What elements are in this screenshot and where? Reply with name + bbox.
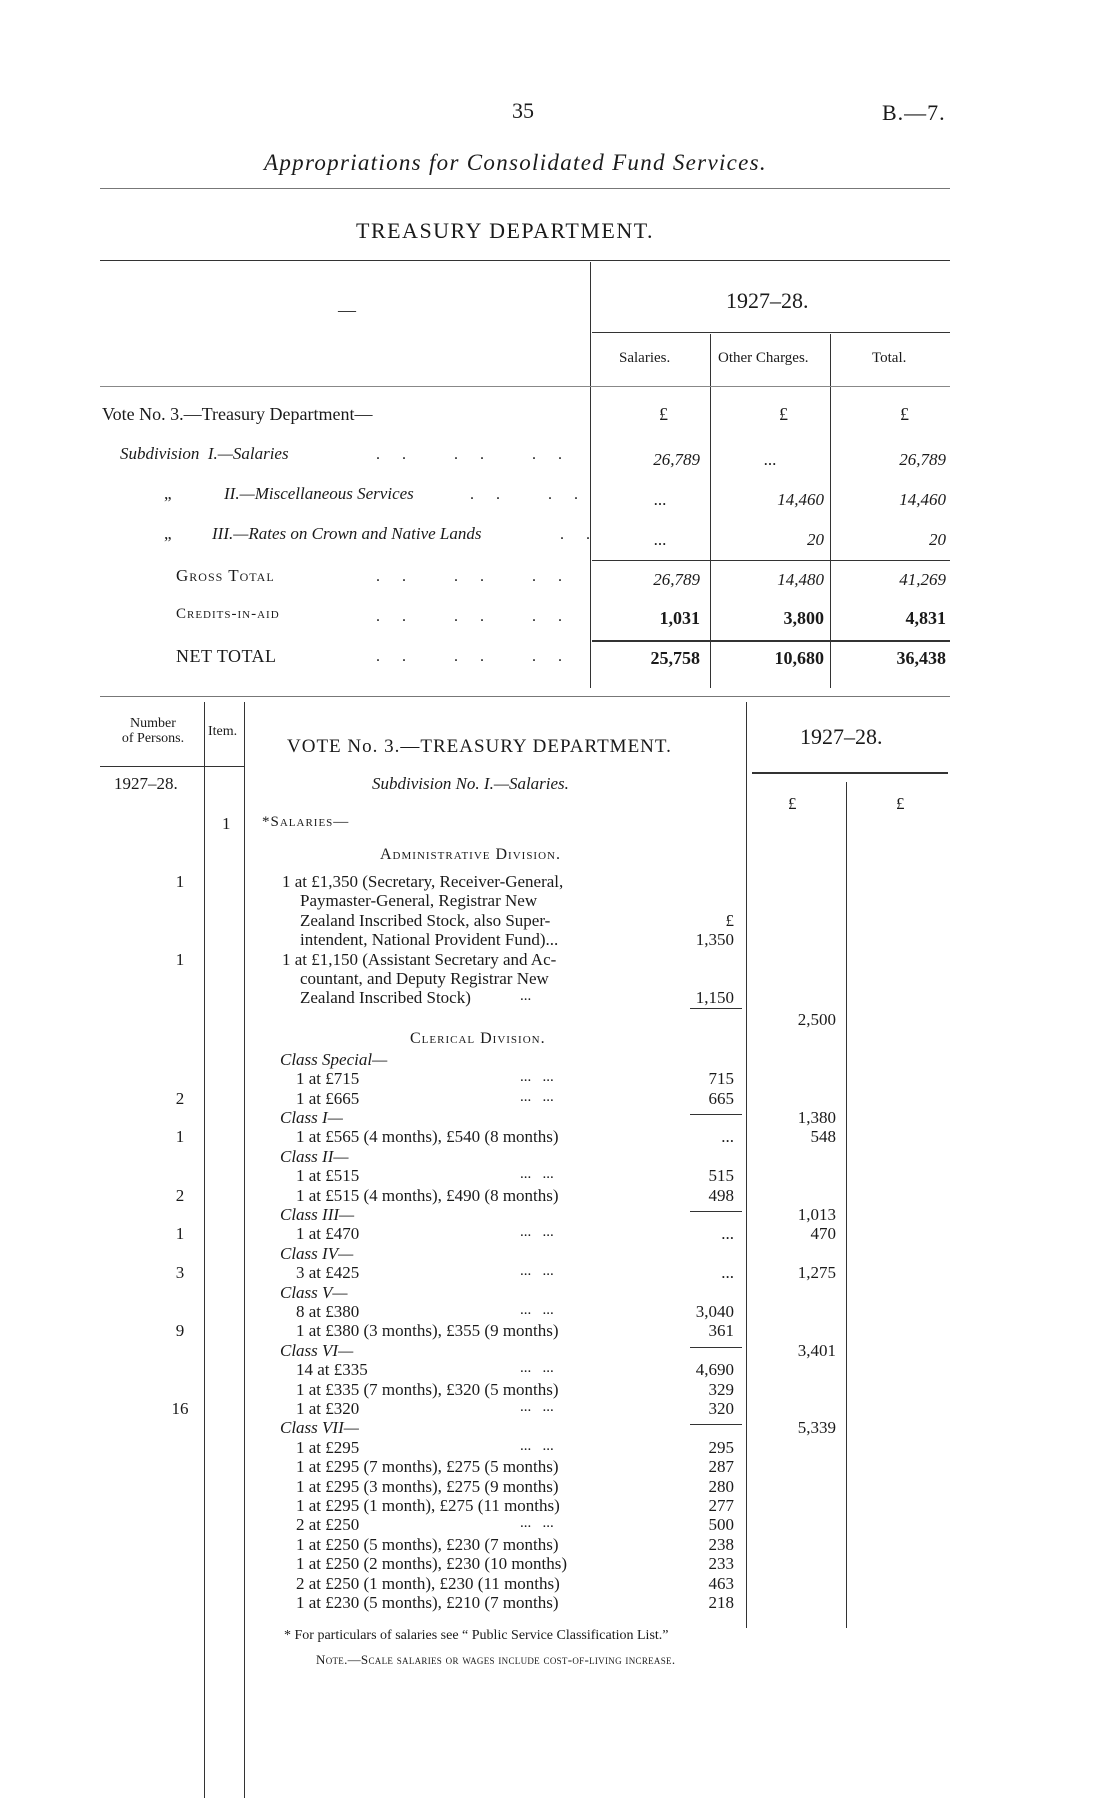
class-heading: Class IV— <box>280 1243 354 1263</box>
class-heading: Class II— <box>280 1146 349 1166</box>
year-rule <box>592 332 950 333</box>
col-persons-line2: of Persons. <box>121 731 185 746</box>
subdivision-1-salaries: 26,789 <box>653 450 700 469</box>
dot-leader: .. .. <box>470 486 600 503</box>
dot-leader: ... ... <box>520 1399 554 1415</box>
summary-divider-3 <box>830 334 831 688</box>
salary-description: 1 at £335 (7 months), £320 (5 months) <box>296 1379 559 1399</box>
table-top-rule <box>100 260 950 261</box>
amount: 498 <box>708 1185 734 1205</box>
salary-description: 1 at £230 (5 months), £210 (7 months) <box>296 1593 559 1612</box>
salary-line <box>0 1302 1114 1320</box>
persons-count: 1 <box>175 1224 185 1244</box>
salary-description: 1 at £295 (1 month), £275 (11 months) <box>296 1496 560 1515</box>
salary-description: Zealand Inscribed Stock, also Super- <box>300 910 551 930</box>
persons-count: 2 <box>175 1088 185 1108</box>
net-salaries: 25,758 <box>650 648 700 668</box>
summary-divider-main <box>590 262 591 688</box>
class-heading: Class Special— <box>280 1049 388 1069</box>
salary-line <box>0 911 1114 929</box>
salary-description: 1 at £515 (4 months), £490 (8 months) <box>296 1185 559 1205</box>
amount: 665 <box>708 1088 734 1108</box>
subdivision-1-total: 26,789 <box>899 450 946 469</box>
subdivision-1-label: Subdivision I.—Salaries <box>120 444 289 463</box>
subdivision-1-other: ... <box>763 450 777 469</box>
salary-description: 1 at £565 (4 months), £540 (8 months) <box>296 1127 559 1147</box>
net-rule <box>592 640 950 642</box>
subtotal-rule <box>690 1347 742 1348</box>
persons-count: 2 <box>175 1185 185 1205</box>
dot-leader: ... ... <box>520 1515 554 1532</box>
credits-in-aid-label: Credits-in-aid <box>176 606 280 622</box>
salary-line <box>0 1089 1114 1107</box>
salary-line <box>0 1477 1114 1495</box>
detail-year-rule <box>752 772 948 774</box>
salary-line <box>0 1166 1114 1184</box>
amount: ... <box>721 1224 734 1244</box>
salary-line <box>0 1496 1114 1514</box>
col-item-header: Item. <box>208 724 238 739</box>
col-header-rule <box>100 386 950 387</box>
salaries-heading: *Salaries— <box>262 814 350 830</box>
salary-line <box>0 1108 1114 1126</box>
dot-leader: ... ... <box>520 1263 554 1280</box>
amount: 280 <box>708 1476 734 1496</box>
amount: 463 <box>708 1573 734 1593</box>
subtotal: 1,013 <box>797 1205 836 1224</box>
amount: 515 <box>708 1166 734 1186</box>
salary-line <box>0 1147 1114 1165</box>
persons-header-rule <box>100 766 244 767</box>
salary-description: Paymaster-General, Registrar New <box>300 891 538 911</box>
net-total: 36,438 <box>896 648 946 668</box>
label-column-dash: — <box>338 300 356 320</box>
salary-description: 2 at £250 (1 month), £230 (11 months) <box>296 1573 560 1593</box>
subtotal: 5,339 <box>797 1418 836 1438</box>
salary-line <box>0 891 1114 909</box>
salary-line <box>0 950 1114 968</box>
persons-count: 1 <box>175 872 185 891</box>
subdivision-2-other: 14,460 <box>777 490 824 509</box>
amount: 500 <box>708 1515 734 1535</box>
amount: 3,040 <box>695 1302 734 1321</box>
subdivision-3-salaries: ... <box>653 530 667 549</box>
subdivision-2-salaries: ... <box>653 490 667 509</box>
ditto-mark: „ <box>164 484 172 503</box>
table-bottom-rule <box>100 696 950 697</box>
page-number: 35 <box>512 98 534 123</box>
salary-line <box>0 1186 1114 1204</box>
gross-salaries: 26,789 <box>653 570 700 589</box>
net-total-label: NET TOTAL <box>176 646 277 666</box>
salary-line <box>0 1380 1114 1398</box>
subdivision-2-label: II.—Miscellaneous Services <box>224 484 414 503</box>
persons-count: 1 <box>175 1127 185 1147</box>
amount: 329 <box>708 1379 734 1399</box>
total-currency: £ <box>896 794 905 813</box>
salary-description: 1 at £1,350 (Secretary, Receiver-General, <box>282 872 564 891</box>
class-heading: Class III— <box>280 1205 355 1224</box>
credits-total: 4,831 <box>905 608 946 628</box>
subtotal-rule <box>690 1008 742 1009</box>
salary-line <box>0 1399 1114 1417</box>
salary-line <box>0 1050 1114 1068</box>
subtotal-currency: £ <box>788 794 797 813</box>
class-heading: Class I— <box>280 1108 343 1127</box>
salary-line <box>0 1457 1114 1475</box>
amount: ... <box>721 1263 734 1283</box>
dot-leader: ... ... <box>520 1166 554 1183</box>
summary-year: 1927–28. <box>726 288 809 313</box>
dot-leader: .. <box>560 526 612 543</box>
salary-description: 8 at £380 <box>296 1302 360 1321</box>
salary-description: 1 at £515 <box>296 1166 360 1186</box>
amount-currency: £ <box>725 911 734 931</box>
salary-description: 1 at £715 <box>296 1069 360 1089</box>
dot-leader: .. .. .. <box>376 446 584 463</box>
subdivision-3-other: 20 <box>807 530 824 549</box>
currency-salaries: £ <box>659 404 668 424</box>
dot-leader: .. .. .. <box>376 568 584 585</box>
salary-line <box>0 1263 1114 1281</box>
salary-description: 1 at £1,150 (Assistant Secretary and Ac- <box>282 949 557 969</box>
salary-description: 1 at £470 <box>296 1224 360 1244</box>
salary-line <box>0 1283 1114 1301</box>
col-total: Total. <box>872 350 907 366</box>
subtotal: 3,401 <box>797 1340 836 1360</box>
dot-leader: ... ... <box>520 1360 554 1377</box>
amount: 295 <box>708 1437 734 1457</box>
amount: 1,150 <box>695 988 734 1008</box>
salary-line <box>0 1321 1114 1339</box>
dot-leader: ... ... <box>520 1224 554 1241</box>
dot-leader: .. .. .. <box>376 608 584 625</box>
col-persons-line1: Number <box>130 716 176 731</box>
footnote-1: * For particulars of salaries see “ Public Service Classification List.” <box>284 1628 669 1643</box>
class-heading: Class VII— <box>280 1418 359 1438</box>
amount: 238 <box>708 1534 734 1554</box>
salary-line <box>0 1554 1114 1572</box>
ditto-mark: „ <box>164 524 172 543</box>
salary-description: 1 at £295 (3 months), £275 (9 months) <box>296 1476 559 1496</box>
amount: 1,350 <box>695 930 734 950</box>
salary-line <box>0 1418 1114 1436</box>
subtotal-rule <box>690 1114 742 1115</box>
salary-line <box>0 1127 1114 1145</box>
salary-description: 1 at £380 (3 months), £355 (9 months) <box>296 1321 559 1341</box>
subtotal: 1,380 <box>797 1108 836 1127</box>
salary-description: countant, and Deputy Registrar New <box>300 969 549 988</box>
subtotal: 1,275 <box>797 1263 836 1283</box>
gross-total-label: Gross Total <box>176 566 275 585</box>
salary-line <box>0 1069 1114 1087</box>
salary-description: intendent, National Provident Fund)... <box>300 930 559 950</box>
currency-other: £ <box>779 404 788 424</box>
amount: 233 <box>708 1554 734 1574</box>
subdivision-2-total: 14,460 <box>899 490 946 509</box>
salary-line <box>0 1535 1114 1553</box>
salary-line <box>0 1205 1114 1223</box>
net-other: 10,680 <box>774 648 824 668</box>
col-salaries: Salaries. <box>619 350 671 366</box>
document-reference: B.—7. <box>882 100 946 125</box>
currency-total: £ <box>900 404 909 424</box>
amount: ... <box>721 1127 734 1147</box>
salary-line <box>0 1224 1114 1242</box>
amount: 218 <box>708 1593 734 1612</box>
summary-divider-2 <box>710 334 711 688</box>
salary-line <box>0 872 1114 890</box>
dot-leader: ... ... <box>520 1437 554 1454</box>
dot-leader: ... ... <box>520 1302 554 1318</box>
dot-leader: ... ... <box>520 1069 554 1086</box>
salary-description: Zealand Inscribed Stock) <box>300 988 471 1008</box>
footnote-2: Note.—Scale salaries or wages include cost-of-living increase. <box>316 1652 676 1667</box>
salary-description: 1 at £250 (2 months), £230 (10 months) <box>296 1554 568 1574</box>
class-heading: Class VI— <box>280 1340 354 1360</box>
salary-description: 1 at £250 (5 months), £230 (7 months) <box>296 1534 559 1554</box>
amount: 361 <box>708 1321 734 1341</box>
salary-line <box>0 988 1114 1006</box>
salary-line <box>0 1593 1114 1611</box>
dot-leader: ... <box>520 988 532 1005</box>
admin-subtotal: 2,500 <box>797 1009 836 1029</box>
amount: 715 <box>708 1069 734 1089</box>
administrative-division-heading: Administrative Division. <box>380 846 561 863</box>
subdivision-3-total: 20 <box>929 530 946 549</box>
department-heading: TREASURY DEPARTMENT. <box>356 218 655 243</box>
gross-other: 14,480 <box>777 570 824 589</box>
subtotal: 548 <box>810 1127 836 1147</box>
salary-description: 1 at £295 <box>296 1437 360 1457</box>
salary-line <box>0 1360 1114 1378</box>
gross-total: 41,269 <box>899 570 946 589</box>
amount: 277 <box>708 1496 734 1515</box>
vote-label: Vote No. 3.—Treasury Department— <box>102 404 373 424</box>
salary-line <box>0 969 1114 987</box>
salary-line <box>0 1341 1114 1359</box>
persons-count: 16 <box>171 1399 189 1418</box>
detail-year: 1927–28. <box>800 724 883 749</box>
credits-salaries: 1,031 <box>659 608 700 628</box>
amount: 320 <box>708 1399 734 1418</box>
salary-line <box>0 1574 1114 1592</box>
salary-description: 1 at £320 <box>296 1399 360 1418</box>
persons-count: 1 <box>175 949 185 969</box>
gross-rule <box>592 560 950 561</box>
item-number: 1 <box>222 814 231 833</box>
salary-line <box>0 1515 1114 1533</box>
dot-leader: ... ... <box>520 1088 554 1105</box>
clerical-division-heading: Clerical Division. <box>410 1029 546 1047</box>
salary-line <box>0 1244 1114 1262</box>
detail-vote-title: VOTE No. 3.—TREASURY DEPARTMENT. <box>287 736 672 757</box>
subdivision-heading: Subdivision No. I.—Salaries. <box>372 774 569 793</box>
persons-count: 3 <box>175 1263 185 1283</box>
persons-year: 1927–28. <box>114 774 178 793</box>
col-other-charges: Other Charges. <box>718 350 809 366</box>
subtotal-rule <box>690 1211 742 1212</box>
subtotal: 470 <box>810 1224 836 1244</box>
title-rule <box>100 188 950 189</box>
col-persons-header <box>98 716 208 746</box>
class-heading: Class V— <box>280 1282 348 1302</box>
subtotal-rule <box>690 1424 742 1425</box>
persons-count: 9 <box>175 1321 185 1341</box>
subdivision-3-label: III.—Rates on Crown and Native Lands <box>212 524 482 543</box>
page-title: Appropriations for Consolidated Fund Services. <box>264 150 767 175</box>
salary-description: 1 at £665 <box>296 1088 360 1108</box>
salary-description: 14 at £335 <box>296 1360 368 1380</box>
dot-leader: .. .. .. <box>376 648 584 665</box>
salary-description: 1 at £295 (7 months), £275 (5 months) <box>296 1457 559 1477</box>
amount: 4,690 <box>695 1360 734 1380</box>
credits-other: 3,800 <box>783 608 824 628</box>
salary-line <box>0 1438 1114 1456</box>
salary-description: 3 at £425 <box>296 1263 360 1283</box>
amount: 287 <box>708 1457 734 1477</box>
salary-description: 2 at £250 <box>296 1515 360 1535</box>
